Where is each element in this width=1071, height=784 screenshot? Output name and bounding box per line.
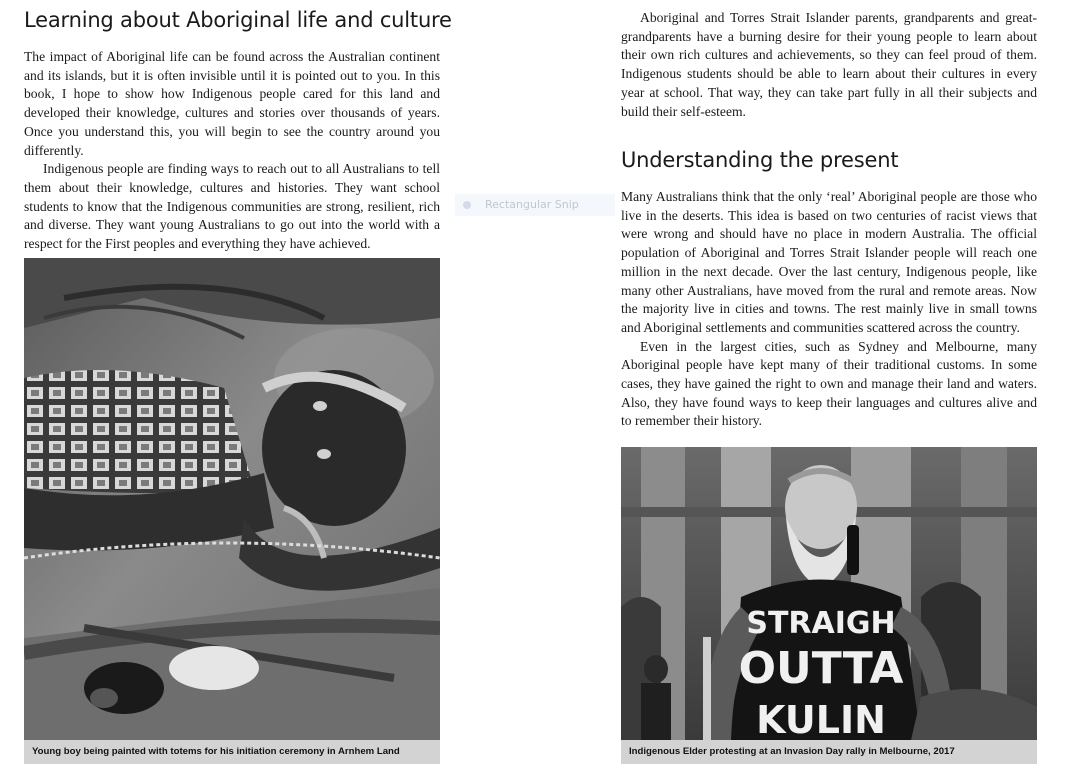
rectangular-snip-tooltip[interactable] (455, 194, 615, 216)
snip-label: Rectangular Snip (485, 198, 579, 211)
right-paragraph-1: Many Australians think that the only ‘real’ Aboriginal people are those who live in the deserts. This idea is based on two centuries of racist views that were wrong and should have no place in modern Australia. The official population of Aboriginal and Torres Strait Islander people will reach one million in the next decade. Over the last century, Indigenous people, like many other Australians, have moved from the rural and remote areas. Now the majority live in cities and towns. The rest mainly live in small towns and Aboriginal settlements and communities scattered across the country. (621, 189, 1037, 335)
protest-photo (621, 447, 1037, 740)
protest-caption: Indigenous Elder protesting at an Invasion Day rally in Melbourne, 2017 (621, 740, 1037, 764)
left-page-heading: Learning about Aboriginal life and culture (24, 8, 452, 32)
initiation-figure (24, 258, 440, 764)
right-paragraph-2: Even in the largest cities, such as Sydney and Melbourne, many Aboriginal people have kept many of their traditional customs. In some cases, they have gained the right to own and manage their land and waters. Also, they have found ways to keep their languages and cultures alive and to remember their history. (621, 338, 1037, 429)
right-page-body (621, 188, 1037, 431)
left-paragraph-2: Indigenous people are finding ways to reach out to all Australians to tell them about their knowledge, cultures and histories. They want school students to know that the Indigenous communities are strong, resilient, rich and diverse. They want young Australians to go out into the world with a respect for the First peoples and everything they have achieved. (24, 161, 440, 252)
snip-icon (463, 201, 471, 209)
protest-figure (621, 447, 1037, 764)
shirt-line-1: STRAIGH (746, 606, 896, 641)
initiation-caption: Young boy being painted with totems for his initiation ceremony in Arnhem Land (24, 740, 440, 764)
initiation-photo (24, 258, 440, 740)
right-page-intro (621, 9, 1037, 121)
right-page-heading: Understanding the present (621, 148, 899, 172)
shirt-line-3: KULIN (756, 698, 886, 740)
left-paragraph-1: The impact of Aboriginal life can be found across the Australian continent and its islands, but it is often invisible until it is pointed out to you. In this book, I hope to show how Indigenous people cared for this land and developed their knowledge, cultures and stories over thousands of years. Once you understand this, you will begin to see the country around you differently. (24, 49, 440, 158)
shirt-line-2: OUTTA (738, 643, 904, 694)
right-intro-paragraph: Aboriginal and Torres Strait Islander parents, grandparents and great-grandparents have a burning desire for their young people to learn about their own rich cultures and achievements, so they can feel proud of them. Indigenous students should be able to learn about their cultures in every year at school. That way, they can take part fully in all their subjects and build their self-esteem. (621, 10, 1037, 119)
left-page-body (24, 48, 440, 254)
